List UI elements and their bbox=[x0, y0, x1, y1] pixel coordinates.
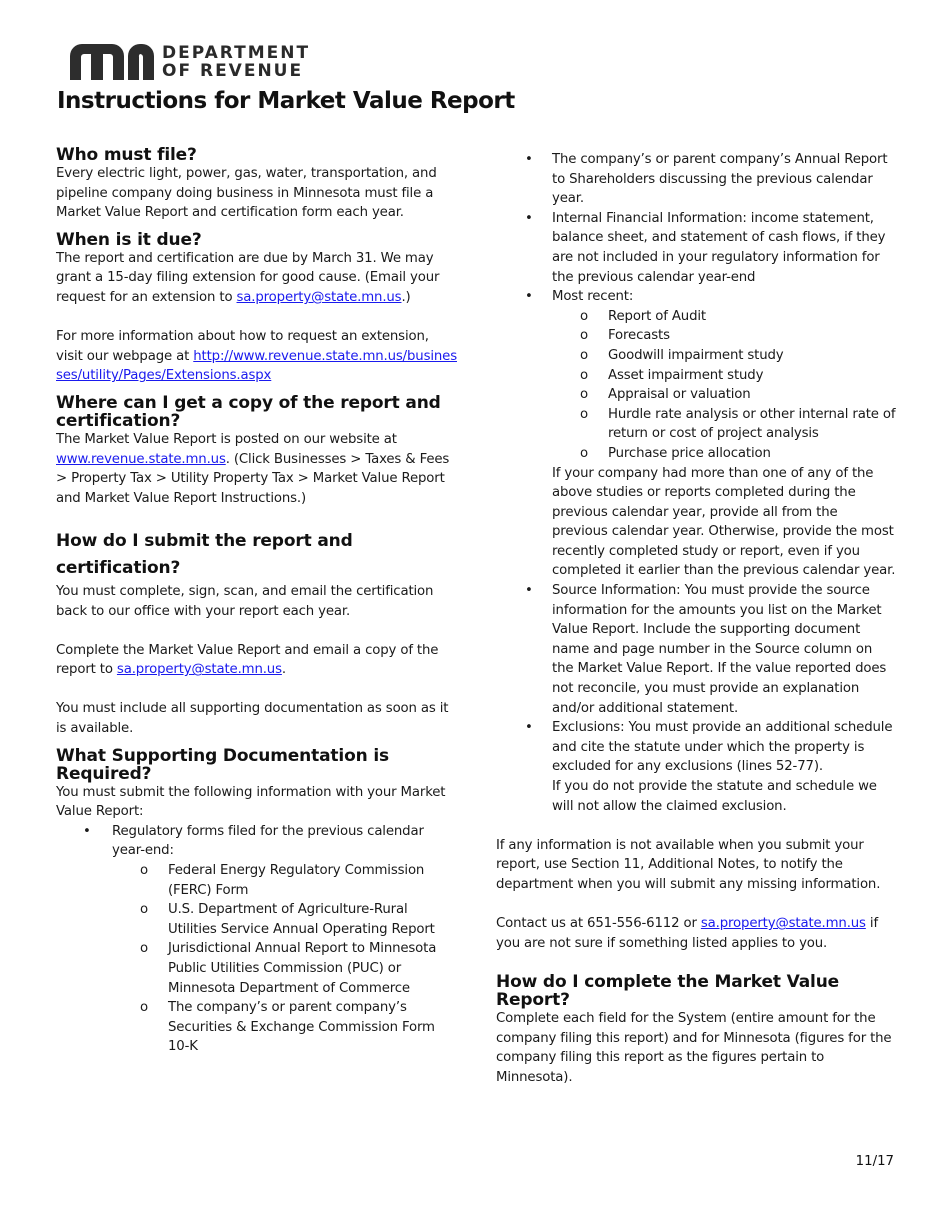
email-link[interactable]: sa.property@state.mn.us bbox=[700, 916, 866, 932]
complete-heading: How do I complete the Market Value Report? bbox=[496, 971, 840, 1010]
when-text: The report and certification are due by March 31. We may grant a 15-day filing extension for good cause. (Email your request for an extension to sa.property@state.mn.us.) bbox=[56, 250, 440, 305]
logo-line1: DEPARTMENT bbox=[162, 43, 311, 63]
list-item: • Regulatory forms filed for the previous calendar year-end: o Federal Energy Regulatory Commission (FERC) Form o U.S. Department of Agriculture-Rural Utilities Service Annual Operating Report o Jurisdictional Annual Report to Minnesota Public Utilities Commission (PUC) or Minnesota Department of Commerce o The company’s or parent company’s Securities & Exchange Commission Form 10-K bbox=[56, 822, 458, 1057]
list-item: o The company’s or parent company’s Securities & Exchange Commission Form 10-K bbox=[112, 998, 458, 1057]
docs-list-continued bbox=[496, 150, 896, 816]
complete-text: Complete each field for the System (entire amount for the company filing this report) and for Minnesota (figures for the company filing this report as the figures pertain to Minnesota). bbox=[496, 1010, 892, 1085]
missing-info-text: If any information is not available when you submit your report, use Section 11, Additional Notes, to notify the department when you will submit any missing information. bbox=[496, 837, 881, 892]
mn-logo-mark bbox=[70, 44, 154, 80]
left-column bbox=[56, 146, 458, 1057]
list-item: o Federal Energy Regulatory Commission (FERC) Form bbox=[112, 861, 458, 900]
extension-text: For more information about how to request an extension, visit our webpage at http://www.revenue.state.mn.us/businesses/utility/Pages/Extensions.aspx bbox=[56, 329, 457, 384]
page-code: 11/17 bbox=[855, 1154, 894, 1169]
extension-url-link[interactable]: http://www.revenue.state.mn.us/businesses/utility/Pages/Extensions.aspx bbox=[56, 348, 457, 384]
copy-text: The Market Value Report is posted on our website at www.revenue.state.mn.us. (Click Businesses > Taxes & Fees > Property Tax > Utility Property Tax > Market Value Report and Market Value Report Instructions.) bbox=[56, 431, 450, 506]
most-recent-note: If your company had more than one of any of the above studies or reports completed during the previous calendar year, provide all from the previous calendar year. Otherwise, provide the most recently completed study or report, even if you completed it earlier than the previous calendar year. bbox=[552, 465, 896, 579]
list-item: o Jurisdictional Annual Report to Minnesota Public Utilities Commission (PUC) or Minnesota Department of Commerce bbox=[112, 939, 458, 998]
list-item: o U.S. Department of Agriculture-Rural Utilities Service Annual Operating Report bbox=[112, 900, 458, 939]
list-item: • The company’s or parent company’s Annual Report to Shareholders discussing the previous calendar year. bbox=[496, 150, 896, 209]
list-item: • Most recent: o Report of Audit o Forecasts o Goodwill impairment study o Asset impairment study o Appraisal or valuation o Hurdle rate analysis or other internal rate of return or cost of project analysis o Purchase price allocation If your company had more than one of any of the above studies or reports completed during the previous calendar year, provide all from the previous calendar year. Otherwise, provide the most recently completed study or report, even if you completed it earlier than the previous calendar year. bbox=[496, 287, 896, 581]
who-heading: Who must file? bbox=[56, 145, 197, 165]
list-item: o Appraisal or valuation bbox=[552, 385, 896, 405]
docs-intro: You must submit the following information with your Market Value Report: bbox=[56, 784, 446, 820]
list-item: o Forecasts bbox=[552, 326, 896, 346]
page-title: Instructions for Market Value Report bbox=[57, 88, 515, 114]
list-item: o Hurdle rate analysis or other internal rate of return or cost of project analysis bbox=[552, 405, 896, 444]
logo-line2: OF REVENUE bbox=[162, 61, 304, 81]
list-item: • Exclusions: You must provide an additional schedule and cite the statute under which the property is excluded for any exclusions (lines 52-77). If you do not provide the statute and schedule we will not allow the claimed exclusion. bbox=[496, 718, 896, 816]
list-item: • Source Information: You must provide the source information for the amounts you list on the Market Value Report. Include the supporting document name and page number in the Source column on the Market Value Report. If the value reported does not reconcile, you must provide an explanation and/or additional statement. bbox=[496, 581, 896, 718]
list-item: o Purchase price allocation bbox=[552, 444, 896, 464]
email-link[interactable]: sa.property@state.mn.us bbox=[236, 289, 402, 305]
regulatory-forms-list bbox=[112, 861, 458, 1057]
exclusions-note: If you do not provide the statute and schedule we will not allow the claimed exclusion. bbox=[552, 779, 877, 814]
logo-text bbox=[162, 44, 310, 80]
submit-text-2: Complete the Market Value Report and email a copy of the report to sa.property@state.mn.us. bbox=[56, 642, 439, 678]
list-item: o Report of Audit bbox=[552, 307, 896, 327]
website-link[interactable]: www.revenue.state.mn.us bbox=[56, 451, 226, 467]
docs-heading: What Supporting Documentation is Required? bbox=[56, 745, 389, 784]
who-text: Every electric light, power, gas, water, transportation, and pipeline company doing business in Minnesota must file a Market Value Report and certification form each year. bbox=[56, 166, 437, 221]
submit-text-1: You must complete, sign, scan, and email the certification back to our office with your report each year. bbox=[56, 583, 434, 619]
when-heading: When is it due? bbox=[56, 229, 202, 250]
contact-text: Contact us at 651-556-6112 or sa.property@state.mn.us if you are not sure if something listed applies to you. bbox=[496, 916, 878, 951]
list-item: o Goodwill impairment study bbox=[552, 346, 896, 366]
most-recent-list bbox=[552, 307, 896, 464]
submit-text-3: You must include all supporting documentation as soon as it is available. bbox=[56, 701, 449, 737]
list-item: o Asset impairment study bbox=[552, 366, 896, 386]
copy-heading: Where can I get a copy of the report and certification? bbox=[56, 392, 441, 431]
docs-list bbox=[56, 822, 458, 1057]
list-item: • Internal Financial Information: income statement, balance sheet, and statement of cash flows, if they are not included in your regulatory information for the previous calendar year-end bbox=[496, 209, 896, 287]
right-column bbox=[496, 150, 896, 1087]
submit-heading: How do I submit the report and certification? bbox=[56, 530, 353, 578]
email-link[interactable]: sa.property@state.mn.us bbox=[116, 662, 282, 678]
